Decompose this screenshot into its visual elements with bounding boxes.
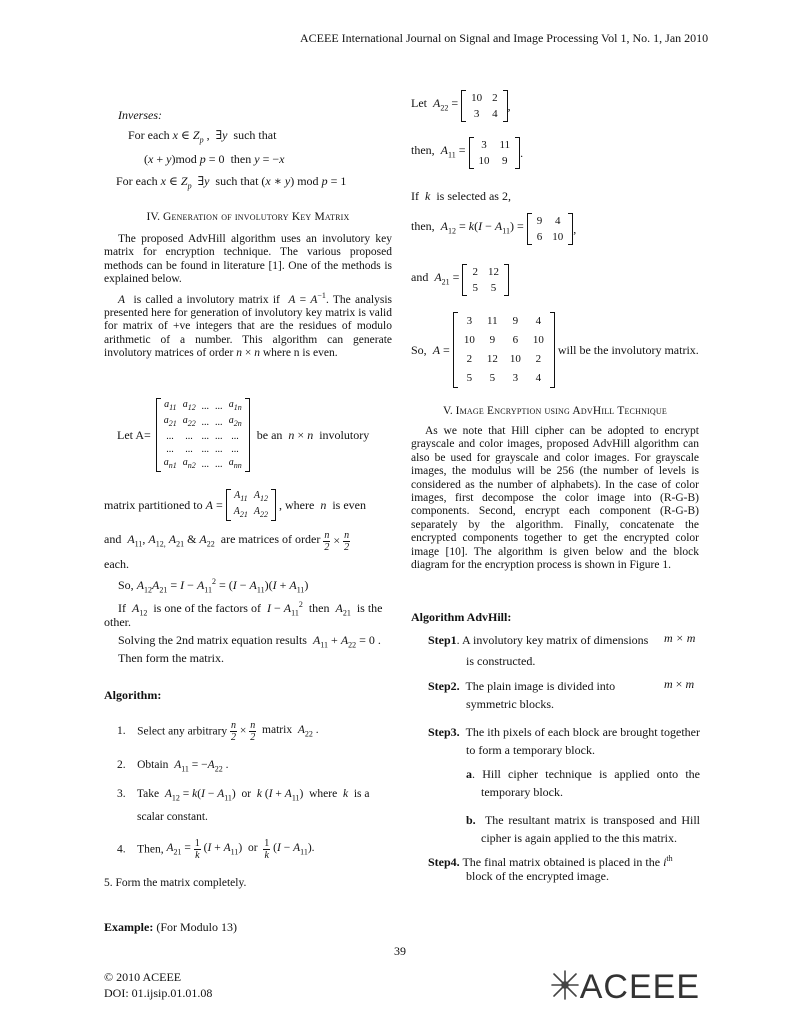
matrix-a12-cell: 6	[536, 231, 543, 243]
matrix-a22-cell: 10	[471, 92, 483, 104]
algorithm-title: Algorithm:	[104, 688, 162, 702]
matrix-a-cell: 11	[487, 315, 498, 327]
section-iv-paragraph-1: The proposed AdvHill algorithm uses an involutory key matrix for encryption technique. The various proposed methods can be found in literature [1]. One of the methods is explained below.	[104, 233, 392, 286]
section-v-paragraph: As we note that Hill cipher can be adopted to encrypt grayscale and color images, proposed AdvHill algorithm can also be used for grayscale and color images. For grayscale images, the modulus will be 256 (the number of levels is considered as the number of alphabets). In the case of color images, first decompose the color image into (R-G-B) components. Second, encrypt each component (R-G-B) separately by the algorithm. Finally, concatenate the encrypted components together to get the encrypted color image [10]. The algorithm is given below and the block diagram for the encryption process is shown in Figure 1.	[411, 425, 699, 572]
doi: DOI: 01.ijsip.01.01.08	[104, 986, 213, 1000]
so-a-full: So, A = 3 11 9 4 10 9 6 10 2 12 10 2 5 5 3 4 will be the involutory matrix.	[411, 312, 699, 388]
section-v-heading: V. Image Encryption using AdvHill Technique	[443, 405, 667, 417]
matrix-a12-cell: 10	[552, 231, 564, 243]
matrix-a12-cell: 4	[554, 215, 561, 227]
and-a21: and $A_{21}$ = 2 12 5 5	[411, 264, 509, 296]
matrix-a-cell: 9	[512, 315, 519, 327]
matrix-a-cell: 3	[512, 372, 519, 384]
section-iv-heading: IV. Generation of involutory Key Matrix	[146, 211, 350, 223]
algo-step-3-cont: scalar constant.	[137, 811, 208, 823]
matrix-a-cell: 4	[535, 315, 542, 327]
matrix-a-cell: 9	[489, 334, 496, 346]
matrix-a-cell: 3	[466, 315, 473, 327]
if-factor-line: If $A_{12}$ is one of the factors of $I - A_{11}^2$ then $A_{21}$ is the	[118, 600, 383, 618]
each-text: each.	[104, 557, 129, 571]
advhill-step-2: Step2. The plain image is divided into m × m	[428, 677, 695, 693]
advhill-step-3b: b. The resultant matrix is transposed and Hill cipher is again applied to the this matrix.	[466, 813, 700, 845]
matrix-a21-cell: 12	[487, 266, 499, 278]
page-number: 39	[394, 944, 406, 958]
matrix-a-cell: 2	[535, 353, 542, 365]
matrix-a-cell: 10	[463, 334, 475, 346]
other-text: other.	[104, 615, 131, 629]
running-header: ACEEE International Journal on Signal and Image Processing Vol 1, No. 1, Jan 2010	[300, 31, 709, 45]
algo-step-3: 3. Take $A_{12} = k(I - A_{11})$ or k $(I + A_{11})$ where k is a	[117, 788, 370, 803]
inverse-line-3: For each x ∈ $Z_p$ ∃y such that (x ∗ y) mod p = 1	[116, 174, 347, 191]
aceee-logo-icon	[550, 968, 580, 1002]
advhill-step-1: Step1. A involutory key matrix of dimensions m × m	[428, 631, 696, 647]
matrix-a-cell: 2	[466, 353, 473, 365]
algo-step-5: 5. Form the matrix completely.	[104, 877, 247, 889]
inverse-line-1: For each x ∈ $Z_p$ , ∃y such that	[128, 128, 277, 145]
let-a-matrix: Let A= $a_{11}$ $a_{12}$ ... ... $a_{1n}$ $a_{21}$ $a_{22}$ ... ... $a_{2n}$ ... ... ... ... ... ... ... ... ... ... $a_{n1}$ $a_{n2}$ ... ... $a_{nn}$ be an n × n involutory	[117, 399, 370, 470]
matrix-a12-cell: 9	[536, 215, 543, 227]
matrix-a-cell: 4	[535, 372, 542, 384]
matrix-partitioned-line: matrix partitioned to A = $A_{11}$ $A_{12}$ $A_{21}$ $A_{22}$ , where n is even	[104, 490, 366, 519]
advhill-step-3a: a. Hill cipher technique is applied onto the temporary block.	[466, 767, 700, 799]
matrix-a11-cell: 3	[481, 139, 487, 151]
advhill-step-3: Step3. The ith pixels of each block are brought together to form a temporary block.	[428, 725, 700, 757]
inverses-title: Inverses:	[118, 108, 162, 122]
if-k-line: If k is selected as 2,	[411, 189, 511, 203]
copyright: © 2010 ACEEE	[104, 970, 182, 984]
section-iv-paragraph-2: A is called a involutory matrix if $A = A^{-1}$. The analysis presented here for generation of involutory key matrix is valid for matrix of +ve integers that are the residues of modulo arithmetic of a number. This algorithm can generate involutory matrices of order n × n where n is even.	[104, 290, 393, 360]
matrix-a-cell: 6	[512, 334, 519, 346]
matrix-a21-cell: 5	[472, 282, 478, 294]
algorithm-advhill-title: Algorithm AdvHill:	[411, 610, 512, 624]
and-matrices-line: and $A_{11}$, $A_{12,}$ $A_{21}$ & $A_{22}$ are matrices of order $\frac{n}{2}$ × $\frac{n}{2}$	[104, 530, 350, 553]
inverse-line-2: (x + y)mod p = 0 then y = −x	[144, 152, 285, 166]
matrix-a-cell: 5	[489, 372, 496, 384]
algo-step-2: 2. Obtain $A_{11} = -A_{22}$ .	[117, 759, 229, 774]
solving-line: Solving the 2nd matrix equation results $A_{11} + A_{22} = 0$ .	[118, 633, 381, 650]
matrix-a22-cell: 3	[473, 108, 480, 120]
advhill-step-4-cont: block of the encrypted image.	[466, 869, 609, 883]
matrix-a21-cell: 2	[472, 266, 478, 278]
then-form-text: Then form the matrix.	[118, 651, 224, 665]
advhill-step-2-cont: symmetric blocks.	[466, 697, 554, 711]
algo-step-4: 4. Then, $A_{21}$ = $\frac{1}{k}$ $(I + A_{11})$ or $\frac{1}{k}$ $(I - A_{11})$.	[117, 838, 315, 861]
matrix-a11-cell: 11	[499, 139, 511, 151]
matrix-a22-cell: 2	[492, 92, 498, 104]
matrix-a11-cell: 10	[478, 155, 490, 167]
aceee-logo: ACEEE	[550, 968, 700, 1007]
matrix-a-cell: 12	[486, 353, 498, 365]
section-iv-body	[104, 233, 392, 360]
matrix-a-cell: 10	[509, 353, 521, 365]
matrix-a-cell: 10	[532, 334, 544, 346]
algo-step-1: 1. Select any arbitrary $\frac{n}{2}$ × $\frac{n}{2}$ matrix $A_{22}$ .	[117, 720, 319, 743]
then-a12: then, $A_{12} = k(I - A_{11})$ = 9 4 6 10 ,	[411, 215, 577, 243]
matrix-a-cell: 5	[466, 372, 473, 384]
advhill-step-1-cont: is constructed.	[466, 654, 536, 668]
let-a22: Let $A_{22}$ = 10 2 3 4 ,	[411, 92, 511, 120]
matrix-a22-cell: 4	[492, 108, 498, 120]
so-equation: So, $A_{12}A_{21} = I - A_{11}^2 = (I - A_{11})(I + A_{11})$	[118, 577, 309, 595]
advhill-step-4: Step4. The final matrix obtained is placed in the $i^{th}$	[428, 854, 673, 869]
matrix-a21-cell: 5	[490, 282, 497, 294]
example-line: Example: (For Modulo 13)	[104, 920, 238, 934]
matrix-a11-cell: 9	[502, 155, 508, 167]
then-a11: then, $A_{11}$ = 3 11 10 9 .	[411, 139, 524, 167]
section-v-body	[411, 425, 699, 572]
